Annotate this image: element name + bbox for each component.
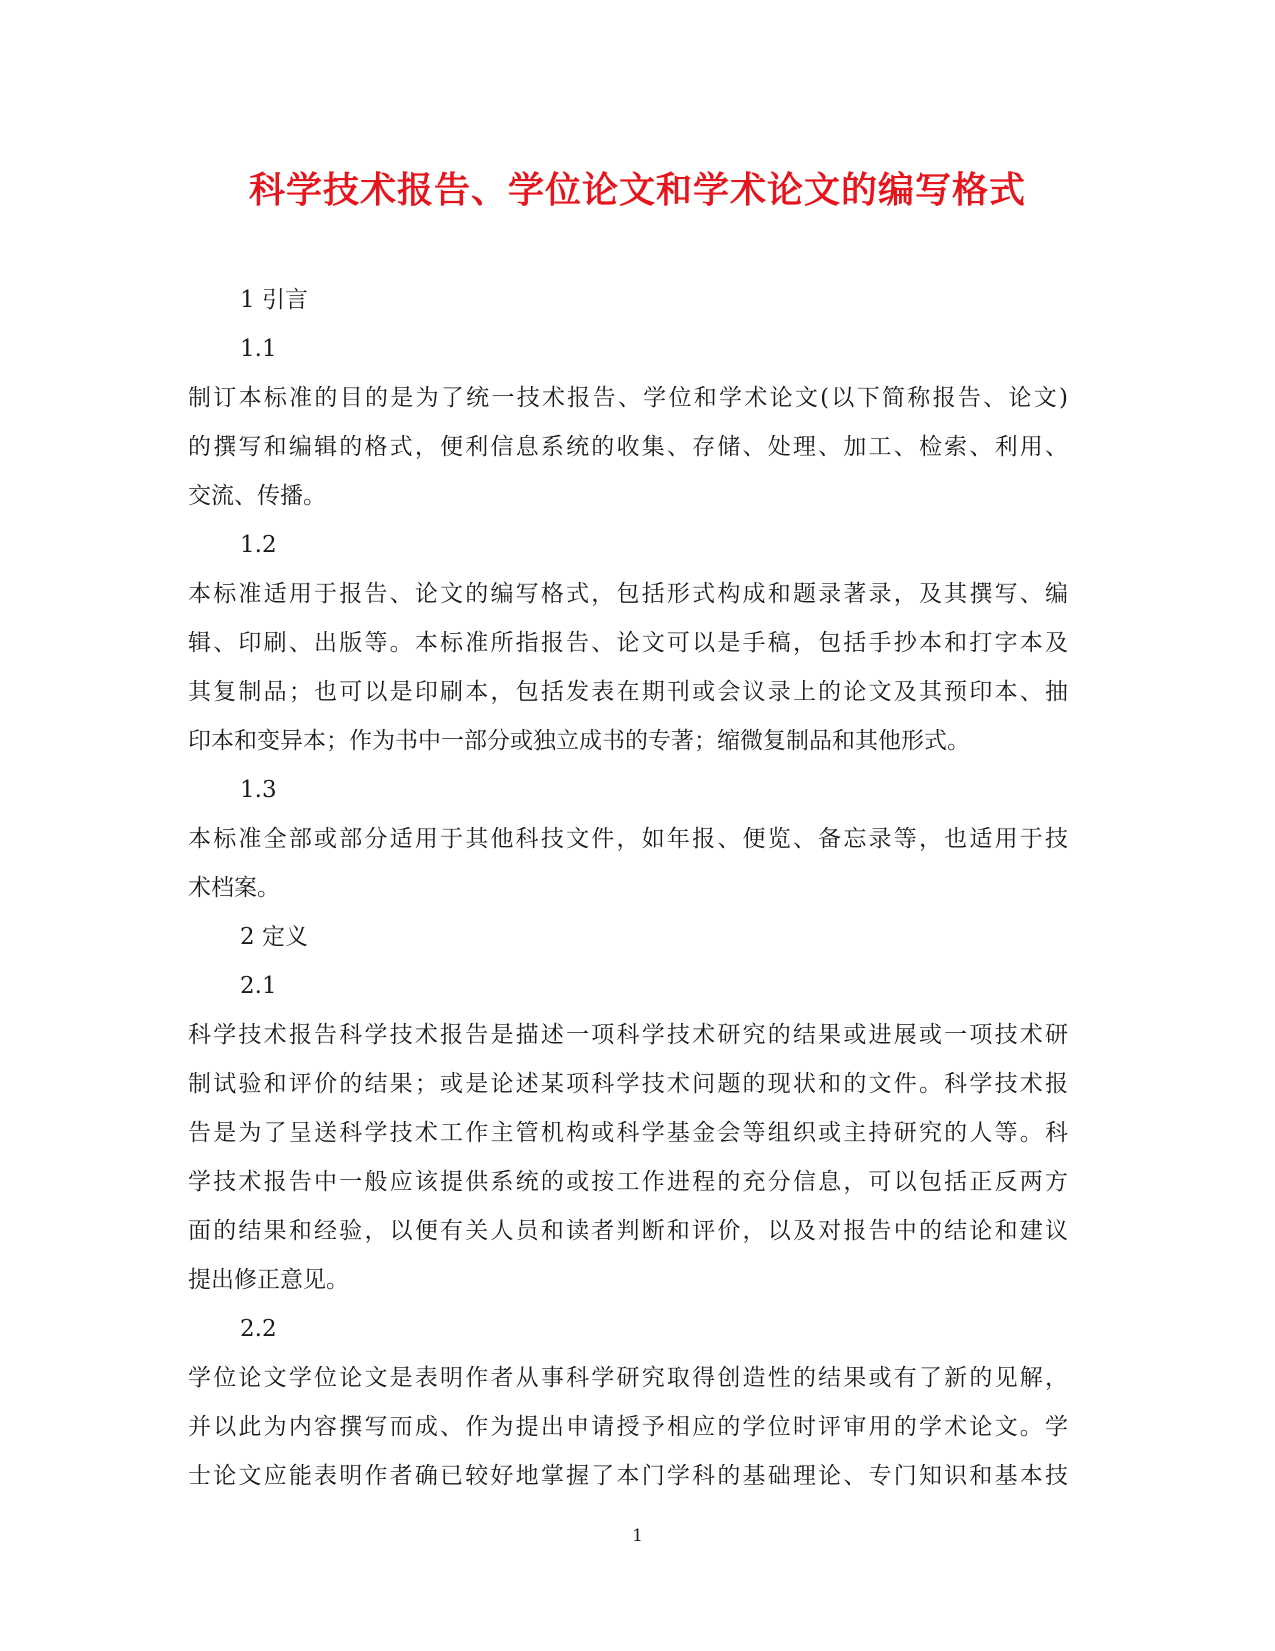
paragraph-1-3 <box>188 815 1068 913</box>
paragraph-line: 印本和变异本；作为书中一部分或独立成书的专著；缩微复制品和其他形式。 <box>188 728 970 754</box>
paragraph-line: 术档案。 <box>188 875 280 901</box>
page-number: 1 <box>632 1526 643 1546</box>
paragraph-line: 面的结果和经验，以便有关人员和读者判断和评价，以及对报告中的结论和建议 <box>188 1218 1068 1244</box>
paragraph-2-1 <box>188 1011 1068 1305</box>
section-heading-1: 1 引言 <box>240 287 308 313</box>
paragraph-1-2 <box>188 570 1068 766</box>
paragraph-line: 辑、印刷、出版等。本标准所指报告、论文可以是手稿，包括手抄本和打字本及 <box>188 630 1068 656</box>
paragraph-line: 并以此为内容撰写而成、作为提出申请授予相应的学位时评审用的学术论文。学 <box>188 1414 1068 1440</box>
document-body <box>188 276 1068 1501</box>
subsection-heading-1-2: 1.2 <box>240 532 277 558</box>
document-title: 科学技术报告、学位论文和学术论文的编写格式 <box>248 169 1026 211</box>
paragraph-line: 提出修正意见。 <box>188 1267 349 1293</box>
paragraph-line: 学位论文学位论文是表明作者从事科学研究取得创造性的结果或有了新的见解， <box>188 1365 1068 1391</box>
subsection-heading-2-1: 2.1 <box>240 973 277 999</box>
paragraph-line: 学技术报告中一般应该提供系统的或按工作进程的充分信息，可以包括正反两方 <box>188 1169 1068 1195</box>
paragraph-2-2 <box>188 1354 1068 1501</box>
paragraph-line: 制试验和评价的结果；或是论述某项科学技术问题的现状和的文件。科学技术报 <box>188 1071 1068 1097</box>
paragraph-line: 交流、传播。 <box>188 483 326 509</box>
subsection-heading-1-1: 1.1 <box>240 336 277 362</box>
paragraph-line: 科学技术报告科学技术报告是描述一项科学技术研究的结果或进展或一项技术研 <box>188 1022 1068 1048</box>
paragraph-line: 其复制品；也可以是印刷本，包括发表在期刊或会议录上的论文及其预印本、抽 <box>188 679 1068 705</box>
paragraph-line: 制订本标准的目的是为了统一技术报告、学位和学术论文(以下简称报告、论文) <box>188 385 1068 411</box>
paragraph-line: 本标准全部或部分适用于其他科技文件，如年报、便览、备忘录等，也适用于技 <box>188 826 1068 852</box>
paragraph-line: 士论文应能表明作者确已较好地掌握了本门学科的基础理论、专门知识和基本技 <box>188 1463 1068 1489</box>
subsection-heading-2-2: 2.2 <box>240 1316 277 1342</box>
paragraph-1-1 <box>188 374 1068 521</box>
subsection-heading-1-3: 1.3 <box>240 777 277 803</box>
paragraph-line: 告是为了呈送科学技术工作主管机构或科学基金会等组织或主持研究的人等。科 <box>188 1120 1068 1146</box>
paragraph-line: 的撰写和编辑的格式，便利信息系统的收集、存储、处理、加工、检索、利用、 <box>188 434 1068 460</box>
section-heading-2: 2 定义 <box>240 924 308 950</box>
paragraph-line: 本标准适用于报告、论文的编写格式，包括形式构成和题录著录，及其撰写、编 <box>188 581 1068 607</box>
